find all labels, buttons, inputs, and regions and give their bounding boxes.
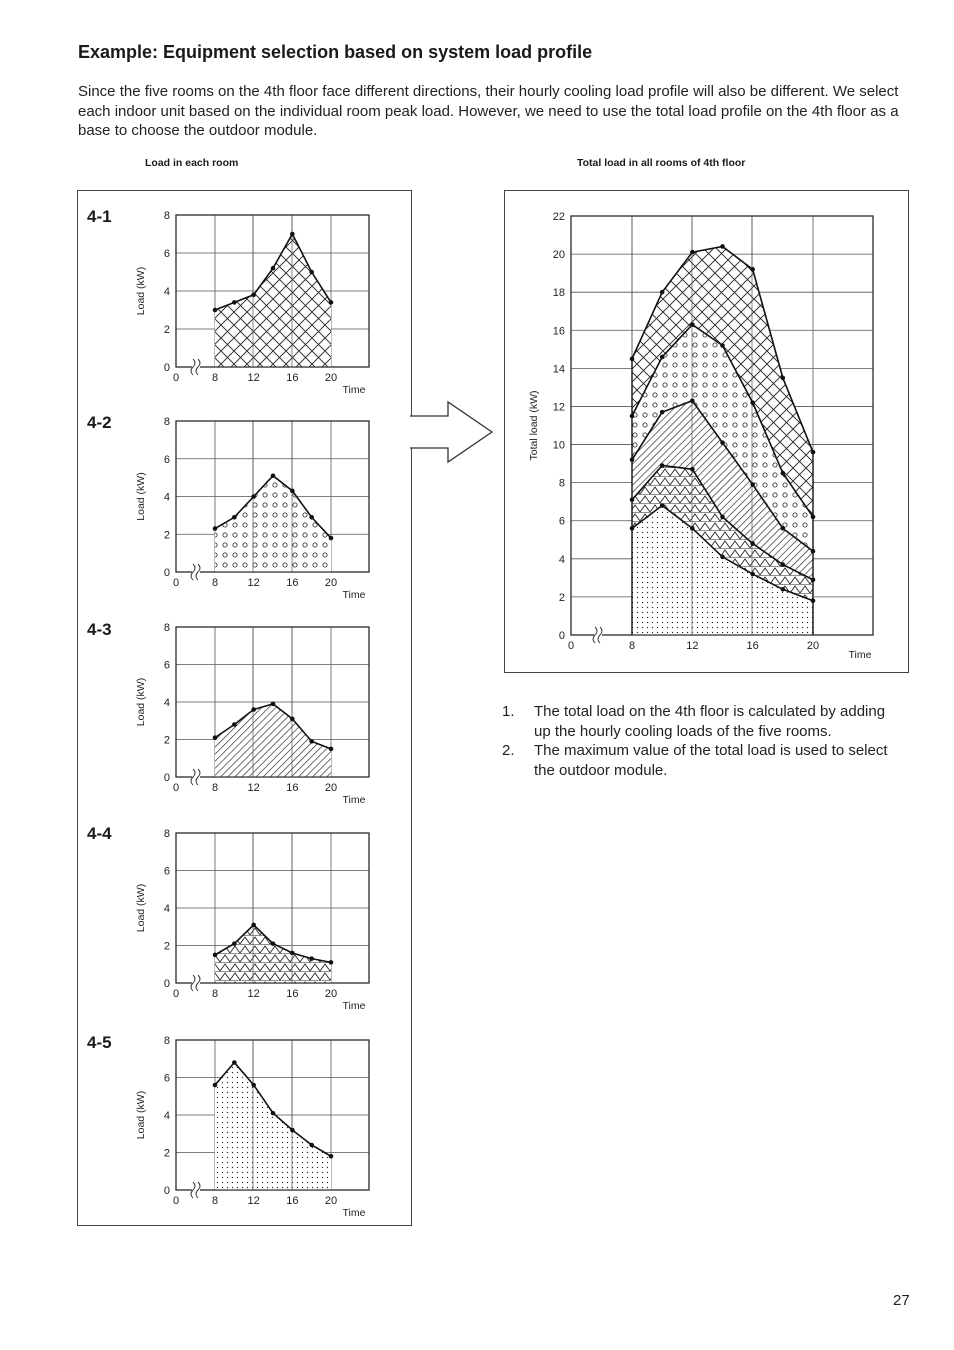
data-point <box>781 562 786 567</box>
data-point <box>329 536 334 541</box>
data-point <box>750 572 755 577</box>
y-tick-label: 0 <box>163 567 170 579</box>
y-tick-label: 8 <box>163 622 170 634</box>
y-tick-label: 0 <box>163 772 170 784</box>
y-tick-label: 10 <box>552 439 565 452</box>
data-point <box>690 322 695 327</box>
x-tick-label: 12 <box>247 782 260 794</box>
data-point <box>271 1111 276 1116</box>
data-point <box>660 410 665 415</box>
y-tick-label: 14 <box>552 363 565 376</box>
data-point <box>251 923 256 928</box>
note-text: The maximum value of the total load is used to select the outdoor module. <box>534 742 888 779</box>
y-tick-label: 0 <box>163 978 170 990</box>
data-point <box>781 471 786 476</box>
data-point <box>251 293 256 298</box>
data-point <box>290 951 295 956</box>
y-axis-label: Total load (kW) <box>528 390 540 461</box>
data-point <box>750 482 755 487</box>
arrow-right-icon <box>410 402 492 462</box>
y-axis-label: Load (kW) <box>135 1090 147 1140</box>
left-chart-caption: Load in each room <box>145 157 239 169</box>
y-tick-label: 4 <box>163 286 170 298</box>
data-point <box>690 526 695 531</box>
x-tick-label: 0 <box>567 640 575 652</box>
x-axis-label: Time <box>342 1000 366 1012</box>
data-point <box>271 266 276 271</box>
data-point <box>660 503 665 508</box>
x-axis-label: Time <box>848 649 872 661</box>
x-tick-label: 16 <box>746 640 759 652</box>
y-tick-label: 22 <box>552 211 565 223</box>
y-tick-label: 0 <box>163 362 170 374</box>
note-item <box>502 702 892 741</box>
x-tick-label: 12 <box>247 1195 260 1207</box>
room-label-4-5: 4-5 <box>87 1033 112 1052</box>
y-axis-label: Load (kW) <box>135 677 147 727</box>
note-item <box>502 741 892 780</box>
room-label-4-3: 4-3 <box>87 620 112 639</box>
x-tick-label: 20 <box>324 988 338 1000</box>
note-number: 1. <box>502 703 515 720</box>
data-point <box>329 1154 334 1159</box>
x-tick-label: 8 <box>211 988 219 1000</box>
y-tick-label: 2 <box>163 734 170 747</box>
y-tick-label: 12 <box>552 401 565 414</box>
y-tick-label: 16 <box>552 325 565 338</box>
chart-1 <box>135 416 369 601</box>
y-tick-label: 8 <box>163 828 170 840</box>
area-fill <box>215 476 331 572</box>
y-tick-label: 4 <box>163 491 170 504</box>
room-label-4-2: 4-2 <box>87 413 112 432</box>
data-point <box>251 707 256 712</box>
data-point <box>290 717 295 722</box>
data-point <box>690 250 695 255</box>
y-tick-label: 2 <box>163 324 170 336</box>
y-tick-label: 18 <box>552 287 565 300</box>
data-point <box>750 267 755 272</box>
data-point <box>329 747 334 752</box>
data-point <box>309 270 314 275</box>
data-point <box>290 489 295 494</box>
x-tick-label: 8 <box>211 577 219 589</box>
y-tick-label: 0 <box>163 1185 170 1197</box>
x-axis-label: Time <box>342 589 366 601</box>
y-tick-label: 2 <box>163 1147 170 1160</box>
x-tick-label: 20 <box>324 1195 338 1207</box>
x-tick-label: 12 <box>247 988 260 1000</box>
x-tick-label: 0 <box>172 988 180 1000</box>
note-number: 2. <box>502 742 515 759</box>
x-tick-label: 20 <box>324 372 338 384</box>
y-tick-label: 2 <box>558 591 565 604</box>
area-fill <box>215 234 331 367</box>
y-tick-label: 8 <box>163 1035 170 1047</box>
room-label-4-1: 4-1 <box>87 207 112 226</box>
x-tick-label: 12 <box>247 372 260 384</box>
data-point <box>290 1128 295 1133</box>
y-tick-label: 8 <box>163 210 170 222</box>
data-point <box>781 526 786 531</box>
y-tick-label: 2 <box>163 940 170 953</box>
y-tick-label: 4 <box>163 903 170 915</box>
data-point <box>213 735 218 740</box>
chart-4 <box>135 1035 369 1219</box>
y-tick-label: 4 <box>558 553 565 566</box>
x-axis-label: Time <box>342 384 366 396</box>
y-tick-label: 8 <box>558 477 565 490</box>
x-tick-label: 16 <box>286 988 299 1000</box>
y-tick-label: 20 <box>552 249 565 262</box>
y-tick-label: 6 <box>163 659 170 672</box>
data-point <box>232 941 237 946</box>
x-tick-label: 16 <box>286 577 299 589</box>
data-point <box>690 467 695 472</box>
data-point <box>690 398 695 403</box>
data-point <box>271 473 276 478</box>
data-point <box>290 232 295 237</box>
data-point <box>271 941 276 946</box>
data-point <box>720 440 725 445</box>
data-point <box>232 515 237 520</box>
chart-2 <box>135 622 369 806</box>
y-tick-label: 8 <box>163 416 170 428</box>
data-point <box>720 343 725 348</box>
data-point <box>750 400 755 405</box>
data-point <box>213 953 218 958</box>
data-point <box>329 300 334 305</box>
y-tick-label: 2 <box>163 529 170 542</box>
y-tick-label: 6 <box>163 453 170 466</box>
y-axis-label: Load (kW) <box>135 266 147 316</box>
data-point <box>309 739 314 744</box>
x-tick-label: 0 <box>172 372 180 384</box>
data-point <box>309 515 314 520</box>
area-fill <box>215 925 331 983</box>
chart-5 <box>528 211 873 661</box>
data-point <box>781 376 786 381</box>
y-tick-label: 6 <box>163 1072 170 1085</box>
data-point <box>309 1143 314 1148</box>
intro-paragraph: Since the five rooms on the 4th floor face different directions, their hourly cooling load profile will also be different. We select each indoor unit based on the individual room peak load. However, we need to use the total load profile on the 4th floor as a base to choose the outdoor module. <box>78 83 899 139</box>
x-tick-label: 0 <box>172 577 180 589</box>
data-point <box>660 290 665 295</box>
data-point <box>251 1083 256 1088</box>
x-tick-label: 0 <box>172 1195 180 1207</box>
x-tick-label: 8 <box>211 782 219 794</box>
data-point <box>232 300 237 305</box>
data-point <box>660 463 665 468</box>
area-fill <box>215 1063 331 1191</box>
notes-list <box>502 702 892 780</box>
data-point <box>232 722 237 727</box>
x-axis-label: Time <box>342 794 366 806</box>
data-point <box>329 960 334 965</box>
x-tick-label: 8 <box>628 640 636 652</box>
y-tick-label: 6 <box>163 865 170 878</box>
x-tick-label: 8 <box>211 1195 219 1207</box>
x-tick-label: 16 <box>286 1195 299 1207</box>
y-tick-label: 4 <box>163 1110 170 1122</box>
right-chart-caption: Total load in all rooms of 4th floor <box>577 157 746 169</box>
data-point <box>213 308 218 313</box>
data-point <box>251 494 256 499</box>
x-tick-label: 0 <box>172 782 180 794</box>
data-point <box>720 555 725 560</box>
data-point <box>781 587 786 592</box>
data-point <box>750 541 755 546</box>
y-axis-label: Load (kW) <box>135 883 147 933</box>
x-tick-label: 20 <box>324 782 338 794</box>
y-tick-label: 6 <box>558 515 565 528</box>
page-number: 27 <box>893 1292 910 1309</box>
data-point <box>720 515 725 520</box>
data-point <box>309 956 314 961</box>
chart-3 <box>135 828 369 1012</box>
x-tick-label: 12 <box>247 577 260 589</box>
y-tick-label: 4 <box>163 697 170 709</box>
x-tick-label: 16 <box>286 372 299 384</box>
x-axis-label: Time <box>342 1207 366 1219</box>
x-tick-label: 20 <box>324 577 338 589</box>
x-tick-label: 20 <box>806 640 820 652</box>
y-tick-label: 6 <box>163 248 170 260</box>
page-heading: Example: Equipment selection based on system load profile <box>78 42 593 62</box>
note-text: The total load on the 4th floor is calculated by adding up the hourly cooling loads of the five rooms. <box>534 703 886 740</box>
x-tick-label: 8 <box>211 372 219 384</box>
data-point <box>271 702 276 707</box>
y-tick-label: 0 <box>558 630 565 642</box>
y-axis-label: Load (kW) <box>135 472 147 521</box>
data-point <box>213 1083 218 1088</box>
data-point <box>232 1060 237 1065</box>
room-label-4-4: 4-4 <box>87 824 112 843</box>
data-point <box>720 244 725 249</box>
x-tick-label: 12 <box>686 640 699 652</box>
x-tick-label: 16 <box>286 782 299 794</box>
chart-0 <box>135 210 369 396</box>
data-point <box>660 355 665 360</box>
data-point <box>213 526 218 531</box>
